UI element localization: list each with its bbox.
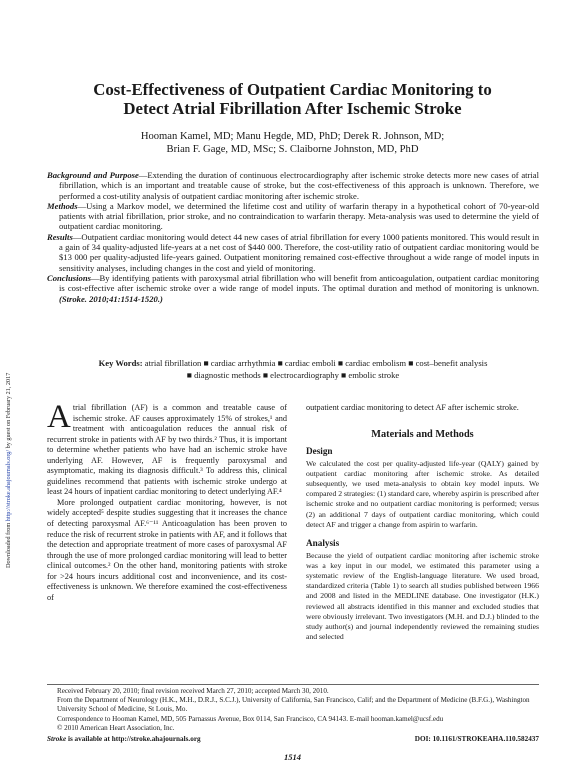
download-stamp-suffix: by guest on February 21, 2017 (5, 372, 12, 450)
abstract-conclusions-head: Conclusions (47, 272, 91, 283)
section-title-methods: Materials and Methods (371, 428, 474, 440)
footnotes (47, 687, 539, 733)
abstract-methods-text: —Using a Markov model, we determined the lifetime cost and utility of warfarin therapy in a hypothetical cohort of 70-year-old patients with atrial fibrillation, prior stroke, and no contraindication to warfarin therapy. Meta-analysis was used to determine the yield of outpatient cardiac monitoring. (59, 200, 539, 232)
abstract-methods-head: Methods (47, 200, 78, 211)
intro-paragraph-1 (47, 399, 287, 498)
intro-paragraph-1-text: trial fibrillation (AF) is a common and treatable cause of ischemic stroke. AF causes approximately 15% of strokes,¹ and treatment with anticoagulation reduces the annual risk of recurrent stroke in patients with AF by two thirds.² Thus, it is important to determine whether patients who have had an ischemic stroke have underlying AF. However, AF is frequently paroxysmal and asymptomatic, making its diagnosis difficult.³ To address this, clinical guidelines recommend that patients with ischemic stroke undergo at least 24 hours of inpatient cardiac monitoring to detect underlying AF.⁴ (47, 403, 287, 497)
abstract-methods (47, 201, 539, 232)
footnote-correspondence: Correspondence to Hooman Kamel, MD, 505 Parnassus Avenue, Box 0114, San Francisco, CA 94143. E-mail hooman.kamel@ucsf.edu (57, 714, 444, 723)
page-number: 1514 (284, 752, 301, 762)
journal-availability (47, 735, 539, 743)
download-stamp (3, 238, 15, 568)
abstract-results-text: —Outpatient cardiac monitoring would detect 44 new cases of atrial fibrillation for every 1000 patients monitored. This would result in a gain of 34 quality-adjusted life-years at a net cost of $440 000. Therefore, the cost-utility ratio of outpatient cardiac monitoring would be $13 000 per quality-adjusted life-years gained. Outpatient monitoring remained cost-effective throughout a wide range of model inputs in sensitivity analyses, including changes in the cost and yield of monitoring. (59, 231, 539, 273)
subsection-title-design: Design (306, 446, 333, 457)
abstract-conclusions (47, 273, 539, 304)
footnote-affiliations: From the Department of Neurology (H.K., M.H., D.R.J., S.C.J.), University of California, San Francisco, Calif; and the Department of Medicine (B.F.G.), Washington University School of Medicine, St Louis, Mo. (57, 696, 530, 714)
design-paragraph: We calculated the cost per quality-adjusted life-year (QALY) gained by outpatient cardiac monitoring after ischemic stroke. As detailed subsequently, we used meta-analysis to obtain key model inputs. We compared 2 strategies: (1) standard care, whereby aspirin is prescribed after ischemic stroke and no outpatient cardiac monitoring is performed; versus (2) an additional 7 days of outpatient cardiac monitoring, which could detect AF and trigger a change from aspirin to warfarin. (306, 458, 539, 529)
abstract-background (47, 170, 539, 201)
drop-cap: A (47, 399, 71, 435)
article-title-line-1: Cost-Effectiveness of Outpatient Cardiac Monitoring to (93, 80, 492, 99)
article-title-line-2: Detect Atrial Fibrillation After Ischemic Stroke (123, 99, 462, 118)
intro-paragraph-2: More prolonged outpatient cardiac monitoring, however, is not widely accepted⁵ despite studies suggesting that it increases the chance of detecting paroxysmal AF.⁶⁻¹¹ Anticoagulation has been proven to reduce the risk of recurrent stroke in patients with AF, and it follows that the detection and appropriate treatment of more cases of paroxysmal AF through the use of more prolonged cardiac monitoring will lead to better clinical outcomes.² On the other hand, monitoring patients with stroke for >24 hours incurs additional cost and inconvenience, and its cost-effectiveness is unknown. We therefore examined the cost-effectiveness of (47, 497, 287, 602)
author-line-2: Brian F. Gage, MD, MSc; S. Claiborne Johnston, MD, PhD (166, 144, 419, 155)
footnote-copyright: © 2010 American Heart Association, Inc. (57, 723, 175, 732)
download-stamp-prefix: Downloaded from (5, 521, 12, 568)
abstract (47, 170, 539, 304)
article-doi[interactable]: DOI: 10.1161/STROKEAHA.110.582437 (414, 735, 539, 743)
abstract-citation: (Stroke. 2010;41:1514-1520.) (59, 293, 163, 304)
download-stamp-link[interactable]: http://stroke.ahajournals.org/ (5, 449, 12, 522)
key-words (47, 357, 539, 381)
body-column-right (306, 403, 539, 642)
subsection-title-analysis: Analysis (306, 538, 340, 549)
abstract-results-head: Results (47, 231, 73, 242)
body-column-left (47, 399, 287, 603)
key-words-line-1 (47, 357, 539, 369)
abstract-background-head: Background and Purpose (47, 170, 139, 180)
key-words-list-2: ■ diagnostic methods ■ electrocardiography ■ embolic stroke (186, 370, 400, 380)
abstract-results (47, 232, 539, 273)
article-title (40, 80, 545, 118)
journal-name: Stroke (47, 735, 67, 743)
abstract-background-text: —Extending the duration of continuous electrocardiography after ischemic stroke detects more new cases of atrial fibrillation, which is an important and treatable cause of stroke, but the cost-effectiveness of this approach is unknown. Therefore, we performed a cost-utility analysis of outpatient cardiac monitoring after ischemic stroke. (59, 170, 539, 201)
analysis-paragraph: Because the yield of outpatient cardiac monitoring after ischemic stroke was a key input in our model, we estimated this parameter using a systematic review of the English-language literature. We used broad, standardized criteria (Table 1) to search all studies published between 1966 and 2008 and listed in the MEDLINE database. One investigator (H.K.) reviewed all abstracts identified in this manner and excluded studies that were obviously irrelevant. Two investigators (M.H. and D.J.) blinded to the study author(s) and journal independently reviewed the remaining studies and selected (306, 550, 539, 642)
footnote-received: Received February 20, 2010; final revision received March 27, 2010; accepted March 30, 2010. (57, 687, 329, 695)
key-words-list-1: atrial fibrillation ■ cardiac arrhythmia ■ cardiac emboli ■ cardiac embolism ■ cost–benefit analysis (144, 358, 488, 368)
key-words-head: Key Words: (98, 358, 143, 368)
intro-continued: outpatient cardiac monitoring to detect AF after ischemic stroke. (306, 403, 519, 412)
footnote-divider (47, 684, 539, 685)
journal-url-text[interactable]: is available at http://stroke.ahajournals.org (66, 735, 201, 743)
abstract-conclusions-text: —By identifying patients with paroxysmal atrial fibrillation who will benefit from anticoagulation, outpatient cardiac monitoring is cost-effective after ischemic stroke over a wide range of model inputs. The optimal duration and method of monitoring is unknown. (59, 272, 539, 294)
author-list (40, 130, 545, 156)
author-line-1: Hooman Kamel, MD; Manu Hegde, MD, PhD; Derek R. Johnson, MD; (140, 131, 445, 142)
